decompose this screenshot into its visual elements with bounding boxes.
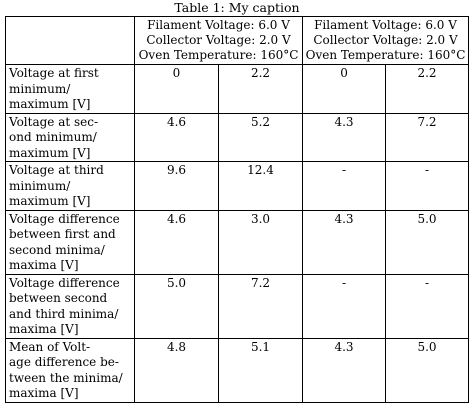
table-cell: 4.6 — [135, 113, 219, 162]
row-label: Voltage difference between second and third minima/ maxima [V] — [6, 274, 135, 338]
table-cell: - — [303, 274, 386, 338]
table-cell: 3.0 — [219, 210, 303, 274]
filament-voltage-label: Filament Voltage: 6.0 V — [147, 18, 290, 32]
table-cell: 5.2 — [219, 113, 303, 162]
table-cell: 7.2 — [219, 274, 303, 338]
table-row — [6, 210, 469, 274]
table-cell: 4.3 — [303, 113, 386, 162]
collector-voltage-label: Collector Voltage: 2.0 V — [313, 33, 458, 47]
column-group-header-1 — [135, 17, 303, 65]
oven-temperature-label: Oven Temperature: 160°C — [138, 48, 299, 62]
table-row — [6, 338, 469, 402]
column-group-header-2 — [303, 17, 469, 65]
row-label: Voltage at first minimum/ maximum [V] — [6, 65, 135, 114]
table-cell: 9.6 — [135, 162, 219, 211]
table-caption: Table 1: My caption — [174, 0, 300, 15]
row-label: Mean of Volt- age difference be- tween the minima/ maxima [V] — [6, 338, 135, 402]
table-cell: 5.0 — [135, 274, 219, 338]
filament-voltage-label: Filament Voltage: 6.0 V — [314, 18, 457, 32]
table-cell: 4.3 — [303, 210, 386, 274]
table-cell: 5.1 — [219, 338, 303, 402]
table-cell: 0 — [303, 65, 386, 114]
table-row — [6, 65, 469, 114]
row-label: Voltage difference between first and second minima/ maxima [V] — [6, 210, 135, 274]
table-cell: 5.0 — [386, 338, 469, 402]
table-cell: 12.4 — [219, 162, 303, 211]
header-row — [6, 17, 469, 65]
results-table — [5, 16, 469, 403]
row-label: Voltage at third minimum/ maximum [V] — [6, 162, 135, 211]
table-cell: 4.6 — [135, 210, 219, 274]
table-cell: - — [386, 162, 469, 211]
table-cell: - — [303, 162, 386, 211]
collector-voltage-label: Collector Voltage: 2.0 V — [146, 33, 291, 47]
table-row — [6, 113, 469, 162]
table-cell: 2.2 — [219, 65, 303, 114]
table-cell: 7.2 — [386, 113, 469, 162]
header-corner-cell — [6, 17, 135, 65]
row-label: Voltage at sec- ond minimum/ maximum [V] — [6, 113, 135, 162]
oven-temperature-label: Oven Temperature: 160°C — [305, 48, 466, 62]
table-cell: 5.0 — [386, 210, 469, 274]
table-cell: 4.3 — [303, 338, 386, 402]
table-cell: 4.8 — [135, 338, 219, 402]
table-cell: 2.2 — [386, 65, 469, 114]
table-row — [6, 162, 469, 211]
table-row — [6, 274, 469, 338]
table-cell: - — [386, 274, 469, 338]
table-cell: 0 — [135, 65, 219, 114]
